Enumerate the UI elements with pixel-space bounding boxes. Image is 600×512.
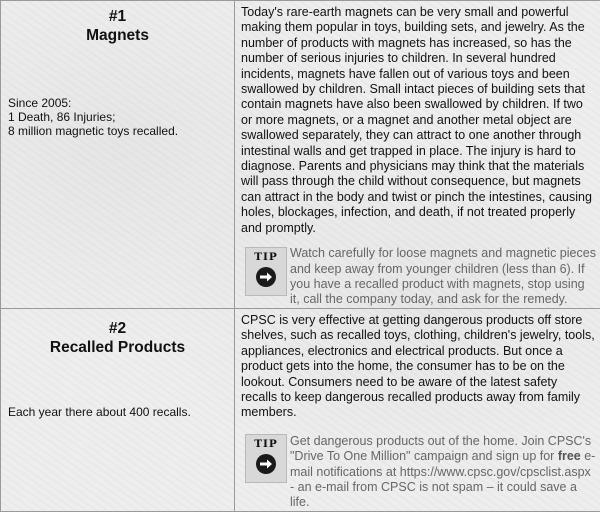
stat-line: Since 2005: xyxy=(8,96,178,110)
tip-block xyxy=(235,246,600,308)
hazard-heading-cell xyxy=(1,1,235,309)
stat-line: 1 Death, 86 Injuries; xyxy=(8,110,178,124)
hazard-stats xyxy=(8,96,178,138)
hazard-description-cell xyxy=(235,1,600,309)
hazard-stats xyxy=(8,405,191,419)
hazard-description-cell xyxy=(235,309,600,512)
tip-block xyxy=(235,434,600,511)
hazard-rank: #1 xyxy=(1,7,234,26)
tip-text xyxy=(290,434,596,511)
tip-badge xyxy=(245,247,287,296)
hazard-title: Magnets xyxy=(1,26,234,45)
tip-badge xyxy=(245,434,287,483)
tip-text-part: Get dangerous products out of the home. Join CPSC's "Drive To One Million" campaign and sign up for xyxy=(290,434,591,463)
table-row xyxy=(1,309,600,512)
tip-label: TIP xyxy=(246,438,286,450)
tip-label: TIP xyxy=(246,251,286,263)
hazard-rank: #2 xyxy=(1,319,234,338)
hazard-description: CPSC is very effective at getting dangerous products off store shelves, such as recalled toys, clothing, children's jewelry, tools, appliances, electronics and electrical products. But once a product gets into the home, the consumer has to be on the lookout. Consumers need to be aware of the latest safety recalls to keep dangerous recalled products away from family members. xyxy=(235,309,600,421)
stat-line: 8 million magnetic toys recalled. xyxy=(8,124,178,138)
tip-text-part: e-mail notifications at https://www.cpsc.gov/cpsclist.aspx - an e-mail from CPSC is not spam – it could save a life. xyxy=(290,449,595,509)
tip-text: Watch carefully for loose magnets and magnetic pieces and keep away from younger children (less than 6). If you have a recalled product with magnets, stop using it, call the company today, and ask for the remedy. xyxy=(290,246,596,308)
hazard-description: Today's rare-earth magnets can be very small and powerful making them popular in toys, building sets, and jewelry. As the number of products with magnets has increased, so has the number of serious injuries to children. In several hundred incidents, magnets have fallen out of various toys and been swallowed by children. Small intact pieces of building sets that contain magnets have also been swallowed by children. If two or more magnets, or a magnet and another metal object are swallowed separately, they can attract to one another through intestinal walls and get trapped in place. The injury is hard to diagnose. Parents and physicians may think that the materials will pass through the child without consequence, but magnets can attract in the body and twist or pinch the intestines, causing holes, blockages, infection, and death, if not treated properly and promptly. xyxy=(235,1,600,236)
stat-line: Each year there about 400 recalls. xyxy=(8,405,191,419)
right-arrow-circle-icon xyxy=(255,453,277,475)
hazard-title: Recalled Products xyxy=(1,338,234,357)
table-row xyxy=(1,1,600,309)
right-arrow-circle-icon xyxy=(255,266,277,288)
tip-text-bold: free xyxy=(558,449,581,463)
hazard-heading-cell xyxy=(1,309,235,512)
